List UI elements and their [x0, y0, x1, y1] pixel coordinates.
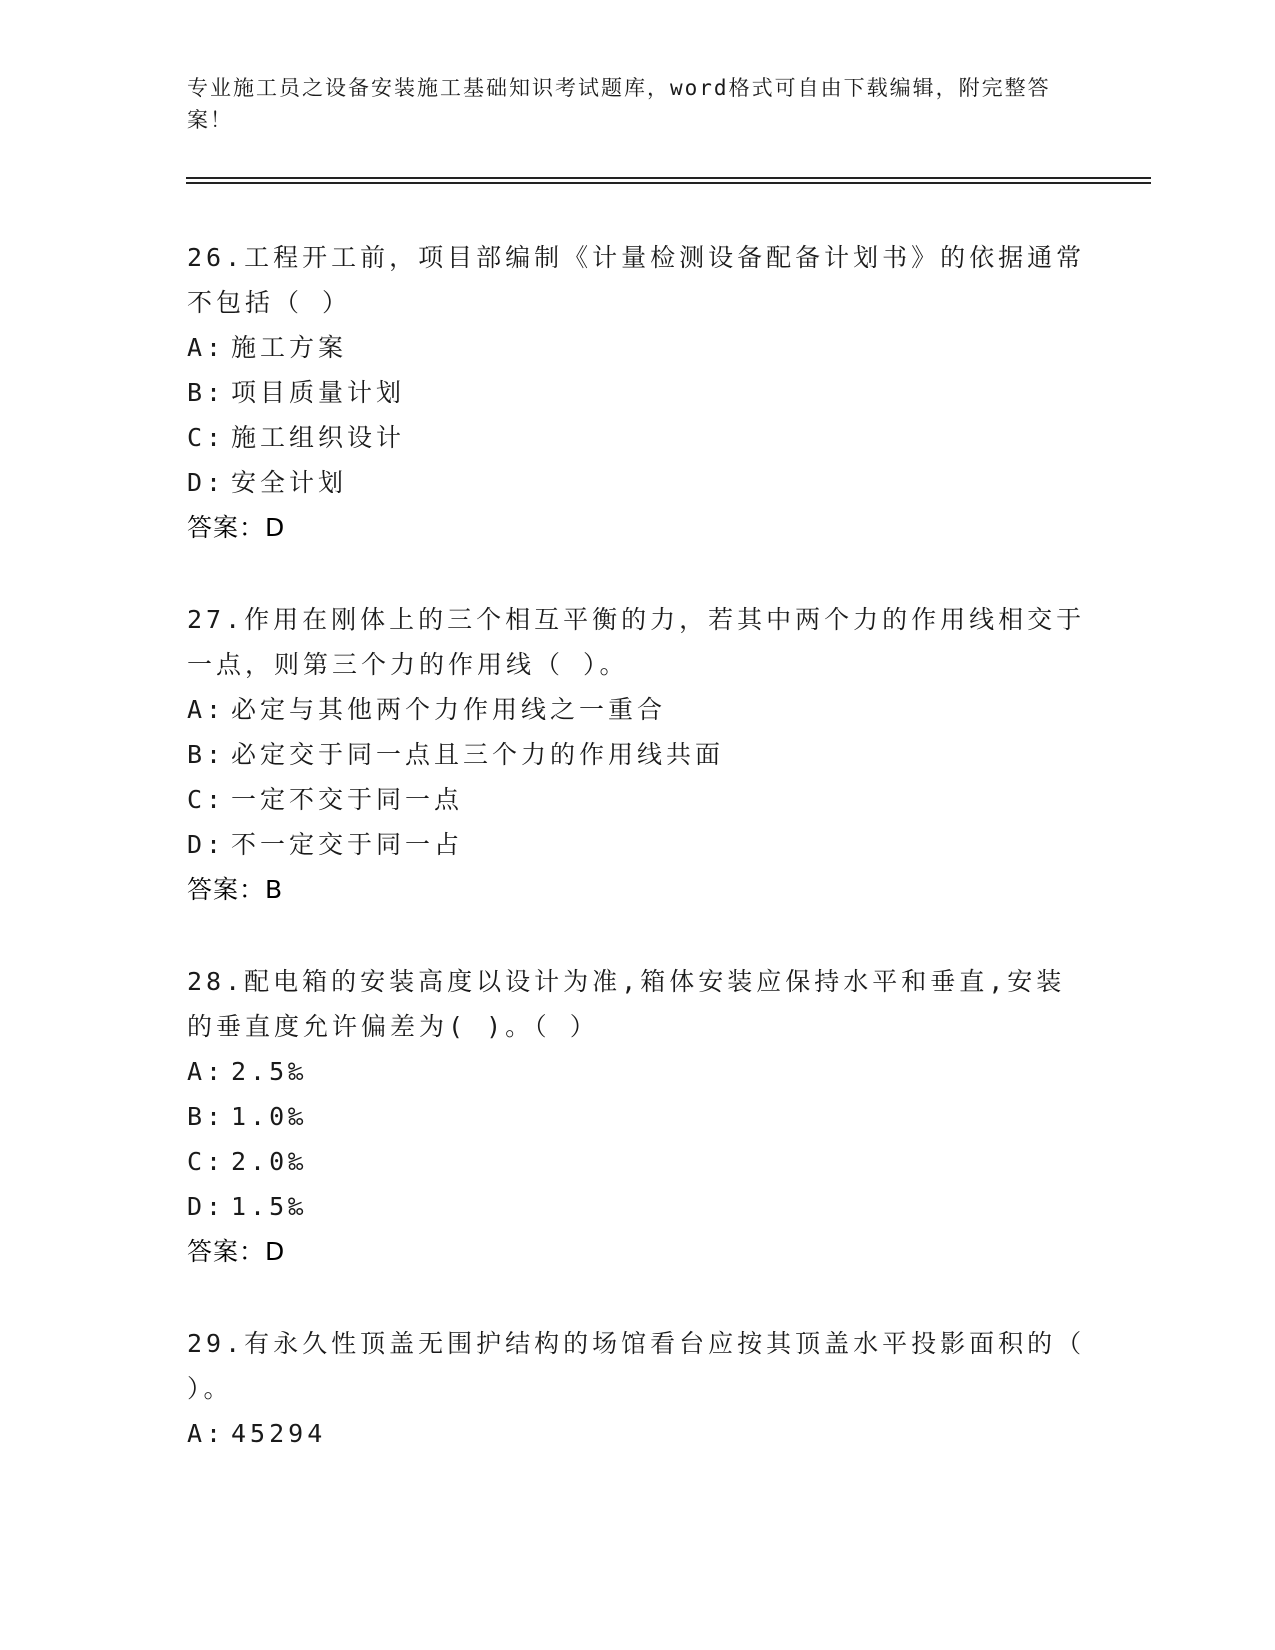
option-key: B:	[187, 378, 226, 407]
option-key: C:	[187, 785, 226, 814]
header-divider-bottom	[186, 182, 1151, 184]
option-text: 项目质量计划	[231, 378, 406, 407]
question-stem: 26.工程开工前，项目部编制《计量检测设备配备计划书》的依据通常不包括（ ）	[187, 243, 1086, 317]
question-stem: 29.有永久性顶盖无围护结构的场馆看台应按其顶盖水平投影面积的（ ）。	[187, 1329, 1086, 1403]
question-stem: 27.作用在刚体上的三个相互平衡的力，若其中两个力的作用线相交于一点，则第三个力的作用线（ ）。	[187, 605, 1086, 679]
question-29	[187, 1321, 1087, 1456]
option-key: A:	[187, 333, 226, 362]
option-key: B:	[187, 1102, 226, 1131]
answer-text: 答案：B	[187, 875, 284, 904]
option-b	[187, 732, 1087, 777]
option-b	[187, 370, 1087, 415]
option-key: D:	[187, 830, 226, 859]
option-text: 2.0‰	[231, 1147, 308, 1176]
header-divider-top	[186, 177, 1151, 179]
question-stem: 28.配电箱的安装高度以设计为准,箱体安装应保持水平和垂直,安装的垂直度允许偏差为( )。（ ）	[187, 967, 1066, 1041]
option-key: A:	[187, 695, 226, 724]
option-c	[187, 415, 1087, 460]
option-d	[187, 460, 1087, 505]
answer-text: 答案：D	[187, 1237, 286, 1266]
option-key: A:	[187, 1057, 226, 1086]
option-text: 不一定交于同一占	[231, 830, 464, 859]
question-26	[187, 235, 1087, 550]
option-d	[187, 1184, 1087, 1229]
option-text: 一定不交于同一点	[231, 785, 464, 814]
document-title: 专业施工员之设备安装施工基础知识考试题库，word格式可自由下载编辑，附完整答案！	[187, 76, 1051, 132]
option-b	[187, 1094, 1087, 1139]
option-a	[187, 1411, 1087, 1456]
option-key: D:	[187, 1192, 226, 1221]
option-a	[187, 325, 1087, 370]
question-27	[187, 597, 1087, 912]
answer-text: 答案：D	[187, 513, 286, 542]
option-text: 施工方案	[231, 333, 348, 362]
question-28	[187, 959, 1087, 1274]
option-c	[187, 1139, 1087, 1184]
option-key: B:	[187, 740, 226, 769]
option-key: C:	[187, 1147, 226, 1176]
option-key: A:	[187, 1419, 226, 1448]
option-c	[187, 777, 1087, 822]
option-a	[187, 1049, 1087, 1094]
option-text: 必定与其他两个力作用线之一重合	[231, 695, 667, 724]
option-text: 施工组织设计	[231, 423, 406, 452]
option-text: 45294	[231, 1419, 327, 1448]
option-text: 2.5‰	[231, 1057, 308, 1086]
option-a	[187, 687, 1087, 732]
option-key: D:	[187, 468, 226, 497]
option-text: 1.5‰	[231, 1192, 308, 1221]
option-text: 安全计划	[231, 468, 348, 497]
option-text: 1.0‰	[231, 1102, 308, 1131]
option-d	[187, 822, 1087, 867]
option-key: C:	[187, 423, 226, 452]
option-text: 必定交于同一点且三个力的作用线共面	[231, 740, 725, 769]
